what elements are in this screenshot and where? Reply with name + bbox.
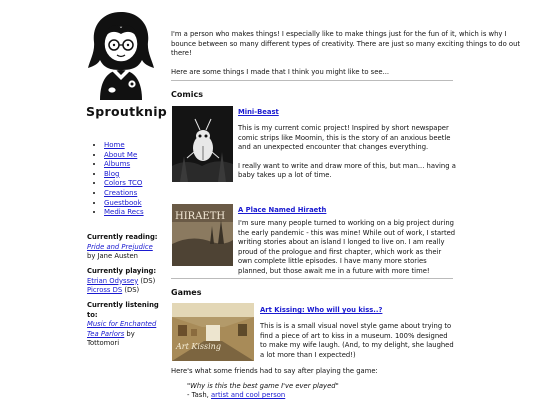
divider	[171, 278, 453, 279]
sidebar	[0, 0, 168, 405]
divider	[171, 80, 453, 81]
nav-item-media-recs	[104, 208, 144, 218]
intro	[171, 30, 531, 86]
friend-quote: "Why is this the best game I've ever played"	[187, 382, 339, 390]
main-content	[171, 0, 531, 405]
listening-heading: Currently listening to:	[87, 301, 159, 319]
art-kissing-thumb-title: Art Kissing	[176, 342, 221, 351]
friend-quote-attribution	[187, 391, 447, 401]
nav-link-albums[interactable]: Albums	[104, 160, 131, 169]
nav-item-home	[104, 141, 144, 151]
mini-beast-thumbnail[interactable]	[172, 106, 233, 182]
intro-paragraph: I'm a person who makes things! I especially like to make things just for the fun of it, which is why I bounce between so many different types of creativity. There are just so many exciting things to do out there!	[171, 30, 521, 58]
art-kissing-paragraph-1: This is is a small visual novel style game about trying to find a piece of art to kiss in a museum. 100% designed to make my wife laugh. (And, to my delight, she laughed a lot more than I expected!)	[260, 322, 454, 359]
hiraeth-link[interactable]: A Place Named Hiraeth	[238, 206, 327, 214]
playing-game2-link[interactable]: Picross DS	[87, 286, 123, 294]
nav-item-albums	[104, 160, 144, 170]
nav-item-blog	[104, 170, 144, 180]
intro-lead: Here are some things I made that I think you might like to see...	[171, 67, 390, 76]
currently-playing	[87, 267, 163, 296]
mini-beast-description	[238, 124, 456, 190]
nav-link-colors[interactable]: Colors TCO	[104, 179, 143, 188]
nav-item-creations	[104, 189, 144, 199]
playing-game1-link[interactable]: Etrian Odyssey	[87, 276, 139, 285]
comics-heading: Comics	[171, 90, 203, 99]
avatar	[82, 8, 160, 100]
reading-heading: Currently reading:	[87, 233, 158, 241]
art-kissing-link[interactable]: Art Kissing: Who will you kiss..?	[260, 306, 383, 314]
currently-reading	[87, 233, 163, 262]
listening-title-link[interactable]: Music for Enchanted Tea Parlors	[87, 320, 157, 338]
nav-menu	[90, 141, 144, 218]
nav-link-creations[interactable]: Creations	[104, 188, 138, 197]
nav-link-guestbook[interactable]: Guestbook	[104, 198, 142, 207]
mini-beast-paragraph-2: I really want to write and draw more of this, but man... having a baby takes up a lot of time.	[238, 161, 456, 180]
playing-game1-platform: (DS)	[138, 276, 156, 285]
nav-item-colors	[104, 179, 144, 189]
quote-author-link[interactable]: artist and cool person	[210, 391, 286, 399]
mini-beast-paragraph-1: This is my current comic project! Inspired by short newspaper comic strips like Moomin, this is the story of an anxious beetle and an unexpected encounter that changes everything.	[238, 124, 451, 152]
playing-heading: Currently playing:	[87, 267, 157, 275]
nav-link-media-recs[interactable]: Media Recs	[104, 208, 144, 217]
hiraeth-thumbnail[interactable]	[172, 204, 233, 266]
nav-link-blog[interactable]: Blog	[104, 169, 120, 178]
hiraeth-thumb-title: HIRAETH	[175, 211, 226, 222]
nav-item-about	[104, 151, 144, 161]
hiraeth-paragraph-1: I'm sure many people turned to working on a big project during the early pandemic - this was mine! While out of work, I started writing stories about an island I longed to live on. I am really proud of the prologue and first chapter, which work as their own complete little episodes. I have many more stories planned, but those await me in a future with more time!	[238, 219, 456, 275]
reading-author: by Jane Austen	[87, 252, 138, 260]
reading-title-link[interactable]: Pride and Prejudice	[87, 242, 153, 251]
mini-beast-link[interactable]: Mini-Beast	[238, 108, 279, 116]
art-kissing-description	[260, 322, 456, 369]
listening-artist: by Tottomori	[87, 329, 135, 347]
games-heading: Games	[171, 288, 202, 297]
currently-listening	[87, 301, 163, 349]
nav-item-guestbook	[104, 199, 144, 209]
art-kissing-thumbnail[interactable]	[172, 303, 254, 361]
nav-link-home[interactable]: Home	[104, 141, 125, 149]
nav-link-about[interactable]: About Me	[104, 150, 138, 159]
quote-author: - Tash,	[187, 391, 211, 399]
hiraeth-description	[238, 219, 456, 286]
friends-intro: Here's what some friends had to say after playing the game:	[171, 367, 378, 375]
playing-game2-platform: (DS)	[122, 286, 140, 294]
site-title: Sproutknip	[86, 104, 168, 119]
